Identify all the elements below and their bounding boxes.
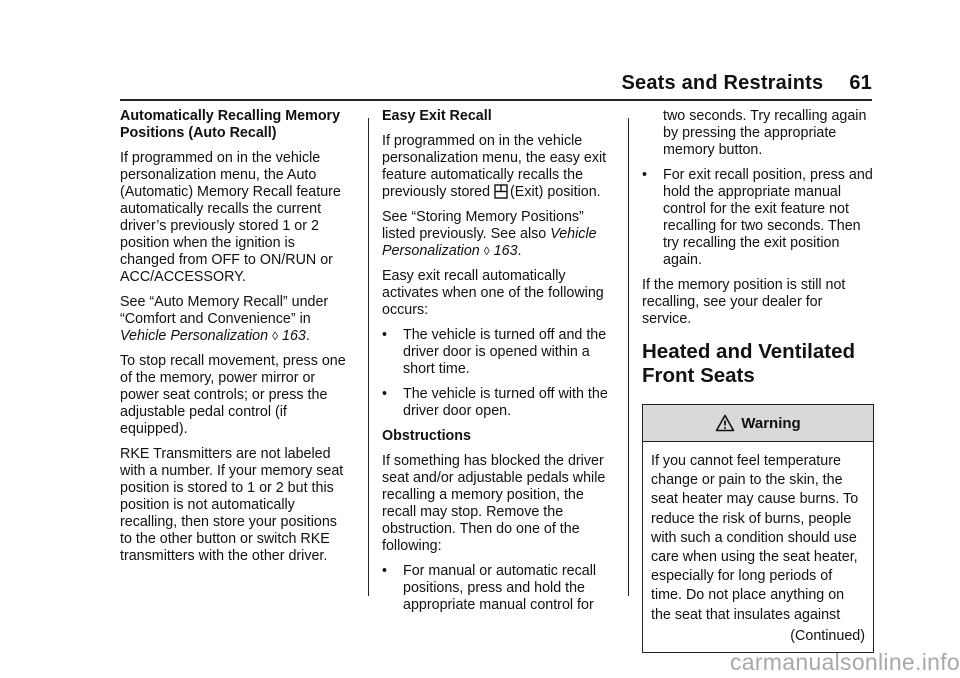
- exit-seat-icon: [494, 184, 508, 199]
- see-also-paragraph: See “Auto Memory Recall” under “Comfort and Convenience” in Vehicle Personalization ◊ 163.: [120, 294, 329, 344]
- list-item: • The vehicle is turned off with the driver door open.: [382, 386, 608, 419]
- warning-body: [643, 442, 873, 652]
- easy-exit-heading: Easy Exit Recall: [382, 108, 492, 124]
- page-number: 61: [849, 72, 872, 94]
- dealer-paragraph: If the memory position is still not recalling, see your dealer for service.: [642, 277, 846, 327]
- auto-recall-heading: Automatically Recalling Memory Positions (Auto Recall): [120, 108, 341, 141]
- warning-header: [643, 405, 873, 442]
- obstructions-paragraph: If something has blocked the driver seat and/or adjustable pedals while recalling a memory position, the recall may stop. Remove the obstruction. Then do one of the following:: [382, 453, 606, 554]
- list-item: • The vehicle is turned off and the driver door is opened within a short time.: [382, 327, 607, 377]
- continued-label: (Continued): [790, 627, 865, 644]
- warning-text: If you cannot feel temperature change or pain to the skin, the seat heater may cause burns. To reduce the risk of burns, people with such a condition should use care when using the seat heater, especially for long periods of time. Do not place anything on the seat that insulates against: [651, 453, 859, 623]
- header-rule: [120, 99, 872, 101]
- page-ref-symbol-2: ◊: [483, 244, 490, 258]
- page-ref-symbol: ◊: [272, 329, 279, 343]
- column-3: [642, 108, 874, 653]
- auto-recall-paragraph: If programmed on in the vehicle personalization menu, the Auto (Automatic) Memory Recall feature automatically recalls the current driver’s previously stored 1 or 2 position when the ignition is changed from OFF to ON/RUN or ACC/ACCESSORY.: [120, 150, 341, 285]
- activates-paragraph: Easy exit recall automatically activates when one of the following occurs:: [382, 268, 604, 318]
- list-item: • For manual or automatic recall positions, press and hold the appropriate manual control for: [382, 563, 597, 613]
- page-header: [621, 72, 872, 95]
- vehicle-personalization-link[interactable]: Vehicle Personalization: [120, 328, 269, 344]
- see-storing-paragraph: See “Storing Memory Positions” listed previously. See also Vehicle Personalization ◊ 163.: [382, 209, 597, 259]
- obstructions-heading: Obstructions: [382, 428, 471, 444]
- watermark: carmanualsonline.info: [729, 649, 960, 675]
- column-1: [120, 108, 352, 573]
- section-heading: Heated and Ventilated Front Seats: [642, 340, 856, 387]
- list-item: • For exit recall position, press and hold the appropriate manual control for the exit feature not recalling for two seconds. Then try recalling the exit position again.: [642, 167, 873, 268]
- easy-exit-paragraph: If programmed on in the vehicle personalization menu, the easy exit feature automatically recalls the previously stored (Exit) position.: [382, 133, 607, 200]
- column-divider-1: [368, 118, 369, 596]
- rke-paragraph: RKE Transmitters are not labeled with a number. If your memory seat position is stored to 1 or 2 but this position is not automatically recalling, then store your positions to the other button or switch RKE transmitters with the other driver.: [120, 446, 344, 564]
- warning-triangle-icon: [715, 414, 735, 432]
- page-ref-number-2[interactable]: 163: [493, 243, 518, 259]
- warning-box: [642, 404, 874, 653]
- vehicle-personalization-link-2[interactable]: Vehicle Personalization: [382, 226, 597, 259]
- stop-recall-paragraph: To stop recall movement, press one of the memory, power mirror or power seat controls; or press the adjustable pedal control (if equipped).: [120, 353, 346, 437]
- page-ref-number[interactable]: 163: [282, 328, 306, 344]
- column-divider-2: [628, 118, 629, 596]
- section-title-header: Seats and Restraints: [621, 72, 824, 94]
- bullet-continuation: two seconds. Try recalling again by pressing the appropriate memory button.: [663, 108, 867, 158]
- column-2: [382, 108, 614, 622]
- warning-title: Warning: [741, 414, 801, 432]
